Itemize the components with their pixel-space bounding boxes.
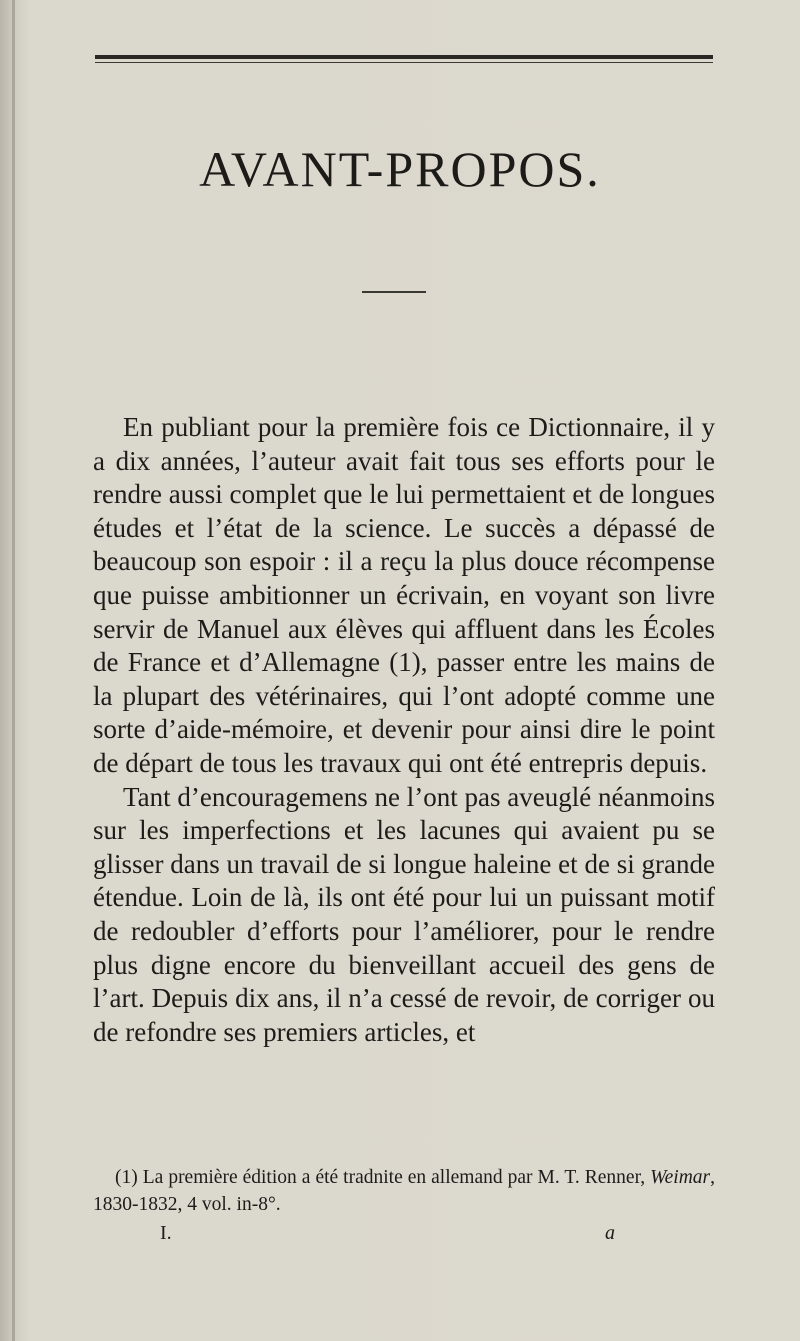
footnote-text-before: (1) La première édition a été tradnite en allemand par M. T. Renner, (115, 1167, 651, 1188)
top-rule-thin (95, 62, 713, 63)
footnote-text-after: , 1830-1832, 4 vol. in-8°. (93, 1167, 715, 1215)
paragraph-1: En publiant pour la première fois ce Dictionnaire, il y a dix années, l’auteur avait fait tous ses efforts pour le rendre aussi complet que le lui permettaient et de longues études et l’état de la science. Le succès a dépassé de beaucoup son espoir : il a reçu la plus douce récompense que puisse ambitionner un écrivain, en voyant son livre servir de Manuel aux élèves qui affluent dans les Écoles de France et d’Allemagne (1), passer entre les mains de la plupart des vétérinaires, qui l’ont adopté comme une sorte d’aide-mémoire, et devenir pour ainsi dire le point de départ de tous les travaux qui ont été entrepris depuis. (93, 412, 715, 778)
title-divider (362, 291, 426, 293)
paragraph-2: Tant d’encouragemens ne l’ont pas aveuglé néanmoins sur les imperfections et les lacunes qui avaient pu se glisser dans un travail de si longue haleine et de si grande étendue. Loin de là, ils ont été pour lui un puissant motif de redoubler d’efforts pour l’améliorer, pour le rendre plus digne encore du bienveillant accueil des gens de l’art. Depuis dix ans, il n’a cessé de revoir, de corriger ou de refondre ses premiers articles, et (93, 781, 715, 1047)
binding-gutter (12, 0, 15, 1341)
main-text (93, 411, 715, 1049)
signature-mark-left: I. (160, 1222, 172, 1244)
footnote (93, 1164, 715, 1218)
page-title: AVANT-PROPOS. (199, 141, 601, 197)
top-rule (95, 55, 713, 59)
signature-mark-right: a (605, 1222, 615, 1244)
footnote-place: Weimar (650, 1167, 711, 1188)
footnote-text (93, 1164, 715, 1218)
